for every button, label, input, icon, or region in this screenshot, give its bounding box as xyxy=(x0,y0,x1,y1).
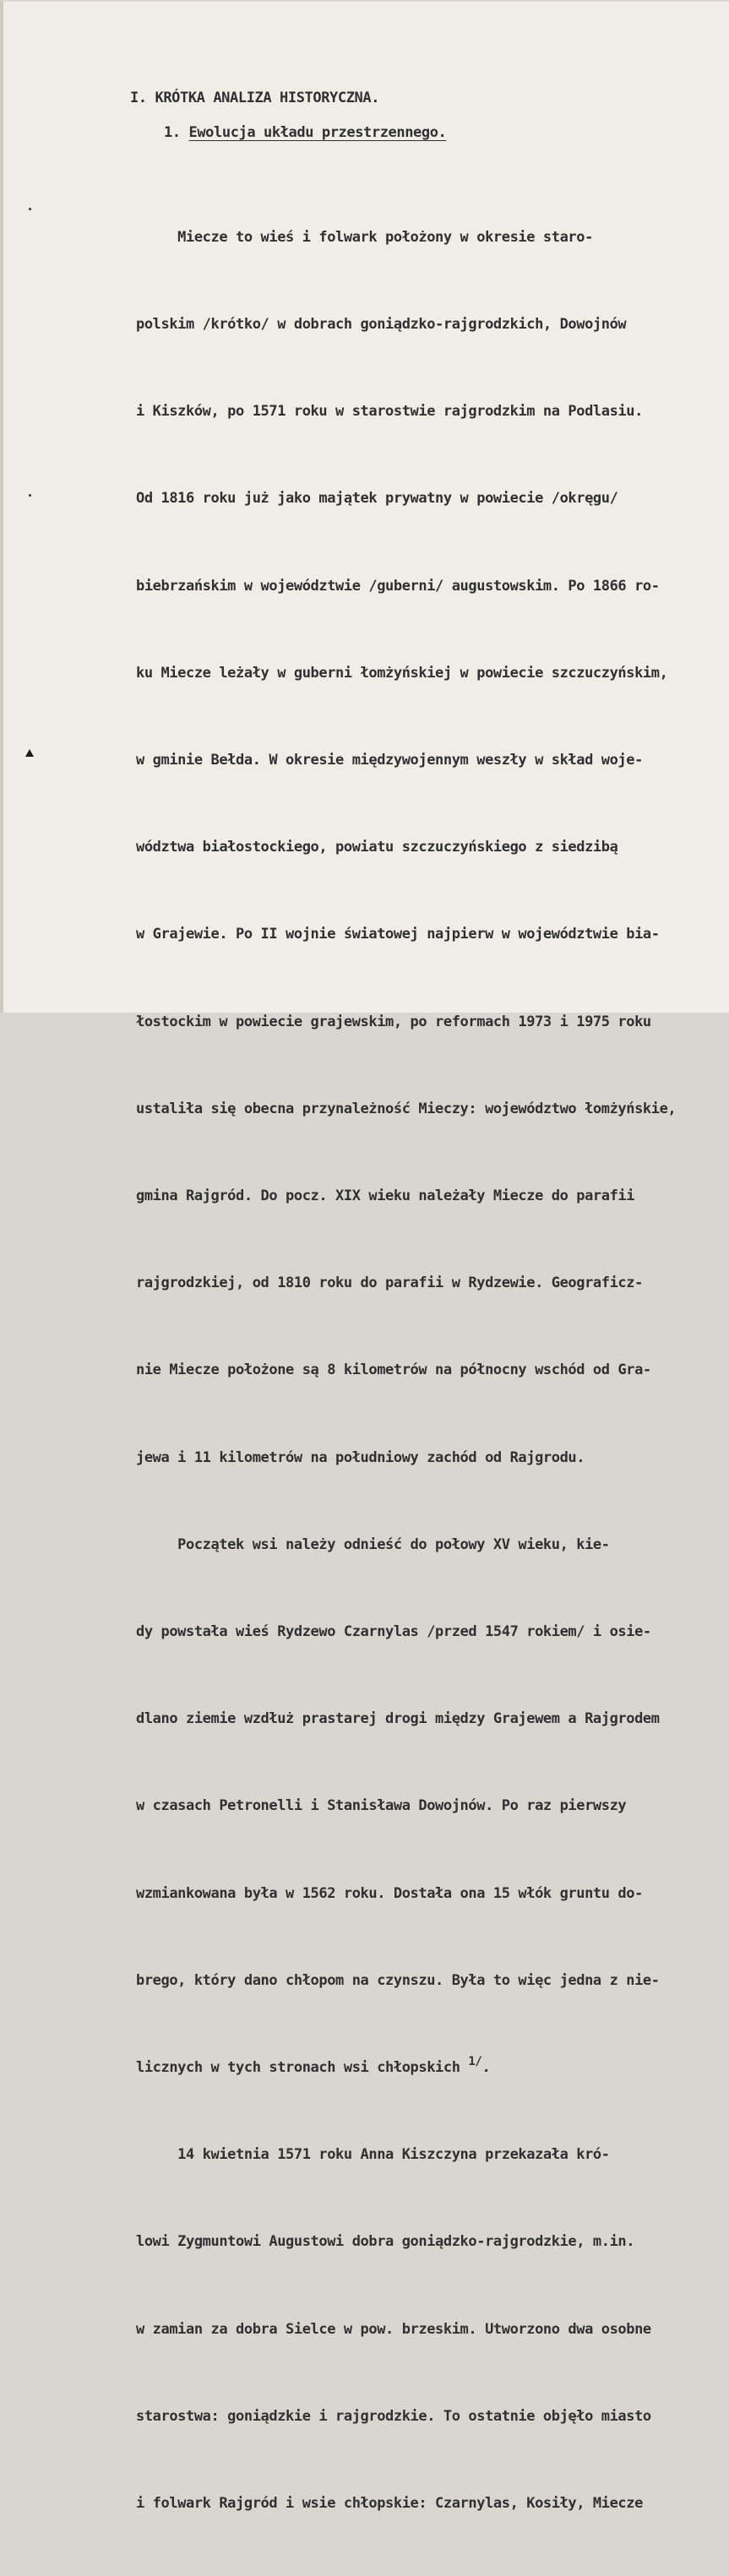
text-line: ku Miecze leżały w guberni łomżyńskiej w powiecie szczuczyńskim, xyxy=(136,664,668,682)
text-line: Miecze to wieś i folwark położony w okresie staro- xyxy=(136,228,593,246)
subsection-title: Ewolucja układu przestrzennego. xyxy=(188,124,447,141)
text-line: wzmiankowana była w 1562 roku. Dostała ona 15 włók gruntu do- xyxy=(136,1884,643,1902)
text-line: Od 1816 roku już jako majątek prywatny w powiecie /okręgu/ xyxy=(136,490,618,508)
text-line: dlano ziemie wzdłuż prastarej drogi między Grajewem a Rajgrodem xyxy=(136,1710,660,1728)
subsection-heading xyxy=(164,124,446,141)
text-line-with-footnote xyxy=(136,2053,676,2082)
text-line: i Kiszków, po 1571 roku w starostwie rajgrodzkim na Podlasiu. xyxy=(136,403,643,421)
text-line: w czasach Petronelli i Stanisława Dowojnów. Po raz pierwszy xyxy=(136,1797,627,1815)
text-line: łostockim w powiecie grajewskim, po reformach 1973 i 1975 roku xyxy=(136,1013,651,1030)
text-line: Początek wsi należy odnieść do połowy XV wieku, kie- xyxy=(136,1535,610,1553)
text-line: i folwark Rajgród i wsie chłopskie: Czarnylas, Kosiły, Miecze xyxy=(136,2495,643,2513)
text-line: starostwa: goniądzkie i rajgrodzkie. To ostatnie objęło miasto xyxy=(136,2407,651,2425)
text-line: licznych w tych stronach wsi chłopskich xyxy=(136,2059,469,2077)
margin-punch-mark xyxy=(25,749,34,757)
footnote-reference: 1/ xyxy=(468,2055,482,2069)
text-line: polskim /krótko/ w dobrach goniądzko-rajgrodzkich, Dowojnów xyxy=(136,316,627,334)
text-line: jewa i 11 kilometrów na południowy zachód od Rajgrodu. xyxy=(136,1448,585,1466)
text-line: w zamian za dobra Sielce w pow. brzeskim. Utworzono dwa osobne xyxy=(136,2320,651,2338)
text-line: dy powstała wieś Rydzewo Czarnylas /przed 1547 rokiem/ i osie- xyxy=(136,1623,651,1641)
text-line: nie Miecze położone są 8 kilometrów na północny wschód od Gra- xyxy=(136,1361,651,1379)
subsection-number: 1. xyxy=(164,124,181,141)
text-line: rajgrodzkiej, od 1810 roku do parafii w Rydzewie. Geograficz- xyxy=(136,1274,643,1292)
section-heading: I. KRÓTKA ANALIZA HISTORYCZNA. xyxy=(130,90,380,106)
text-line: biebrzańskim w województwie /guberni/ augustowskim. Po 1866 ro- xyxy=(136,577,660,595)
text-line: wództwa białostockiego, powiatu szczuczyńskiego z siedzibą xyxy=(136,839,618,856)
margin-dot-mark xyxy=(29,494,31,497)
margin-dot-mark xyxy=(29,208,31,210)
text-line: brego, który dano chłopom na czynszu. Była to więc jedna z nie- xyxy=(136,1971,660,1989)
text-line: ustaliła się obecna przynależność Mieczy: województwo łomżyńskie, xyxy=(136,1100,677,1117)
text-line: lowi Zygmuntowi Augustowi dobra goniądzko-rajgrodzkie, m.in. xyxy=(136,2233,635,2251)
text-line: gmina Rajgród. Do pocz. XIX wieku należały Miecze do parafii xyxy=(136,1187,635,1205)
footnote-trailing-punctuation: . xyxy=(481,2059,491,2077)
body-text xyxy=(136,165,676,2576)
text-line: w Grajewie. Po II wojnie światowej najpierw w województwie bia- xyxy=(136,926,660,943)
text-line: w gminie Bełda. W okresie międzywojennym weszły w skład woje- xyxy=(136,752,643,769)
text-line: 14 kwietnia 1571 roku Anna Kiszczyna przekazała kró- xyxy=(136,2146,610,2164)
